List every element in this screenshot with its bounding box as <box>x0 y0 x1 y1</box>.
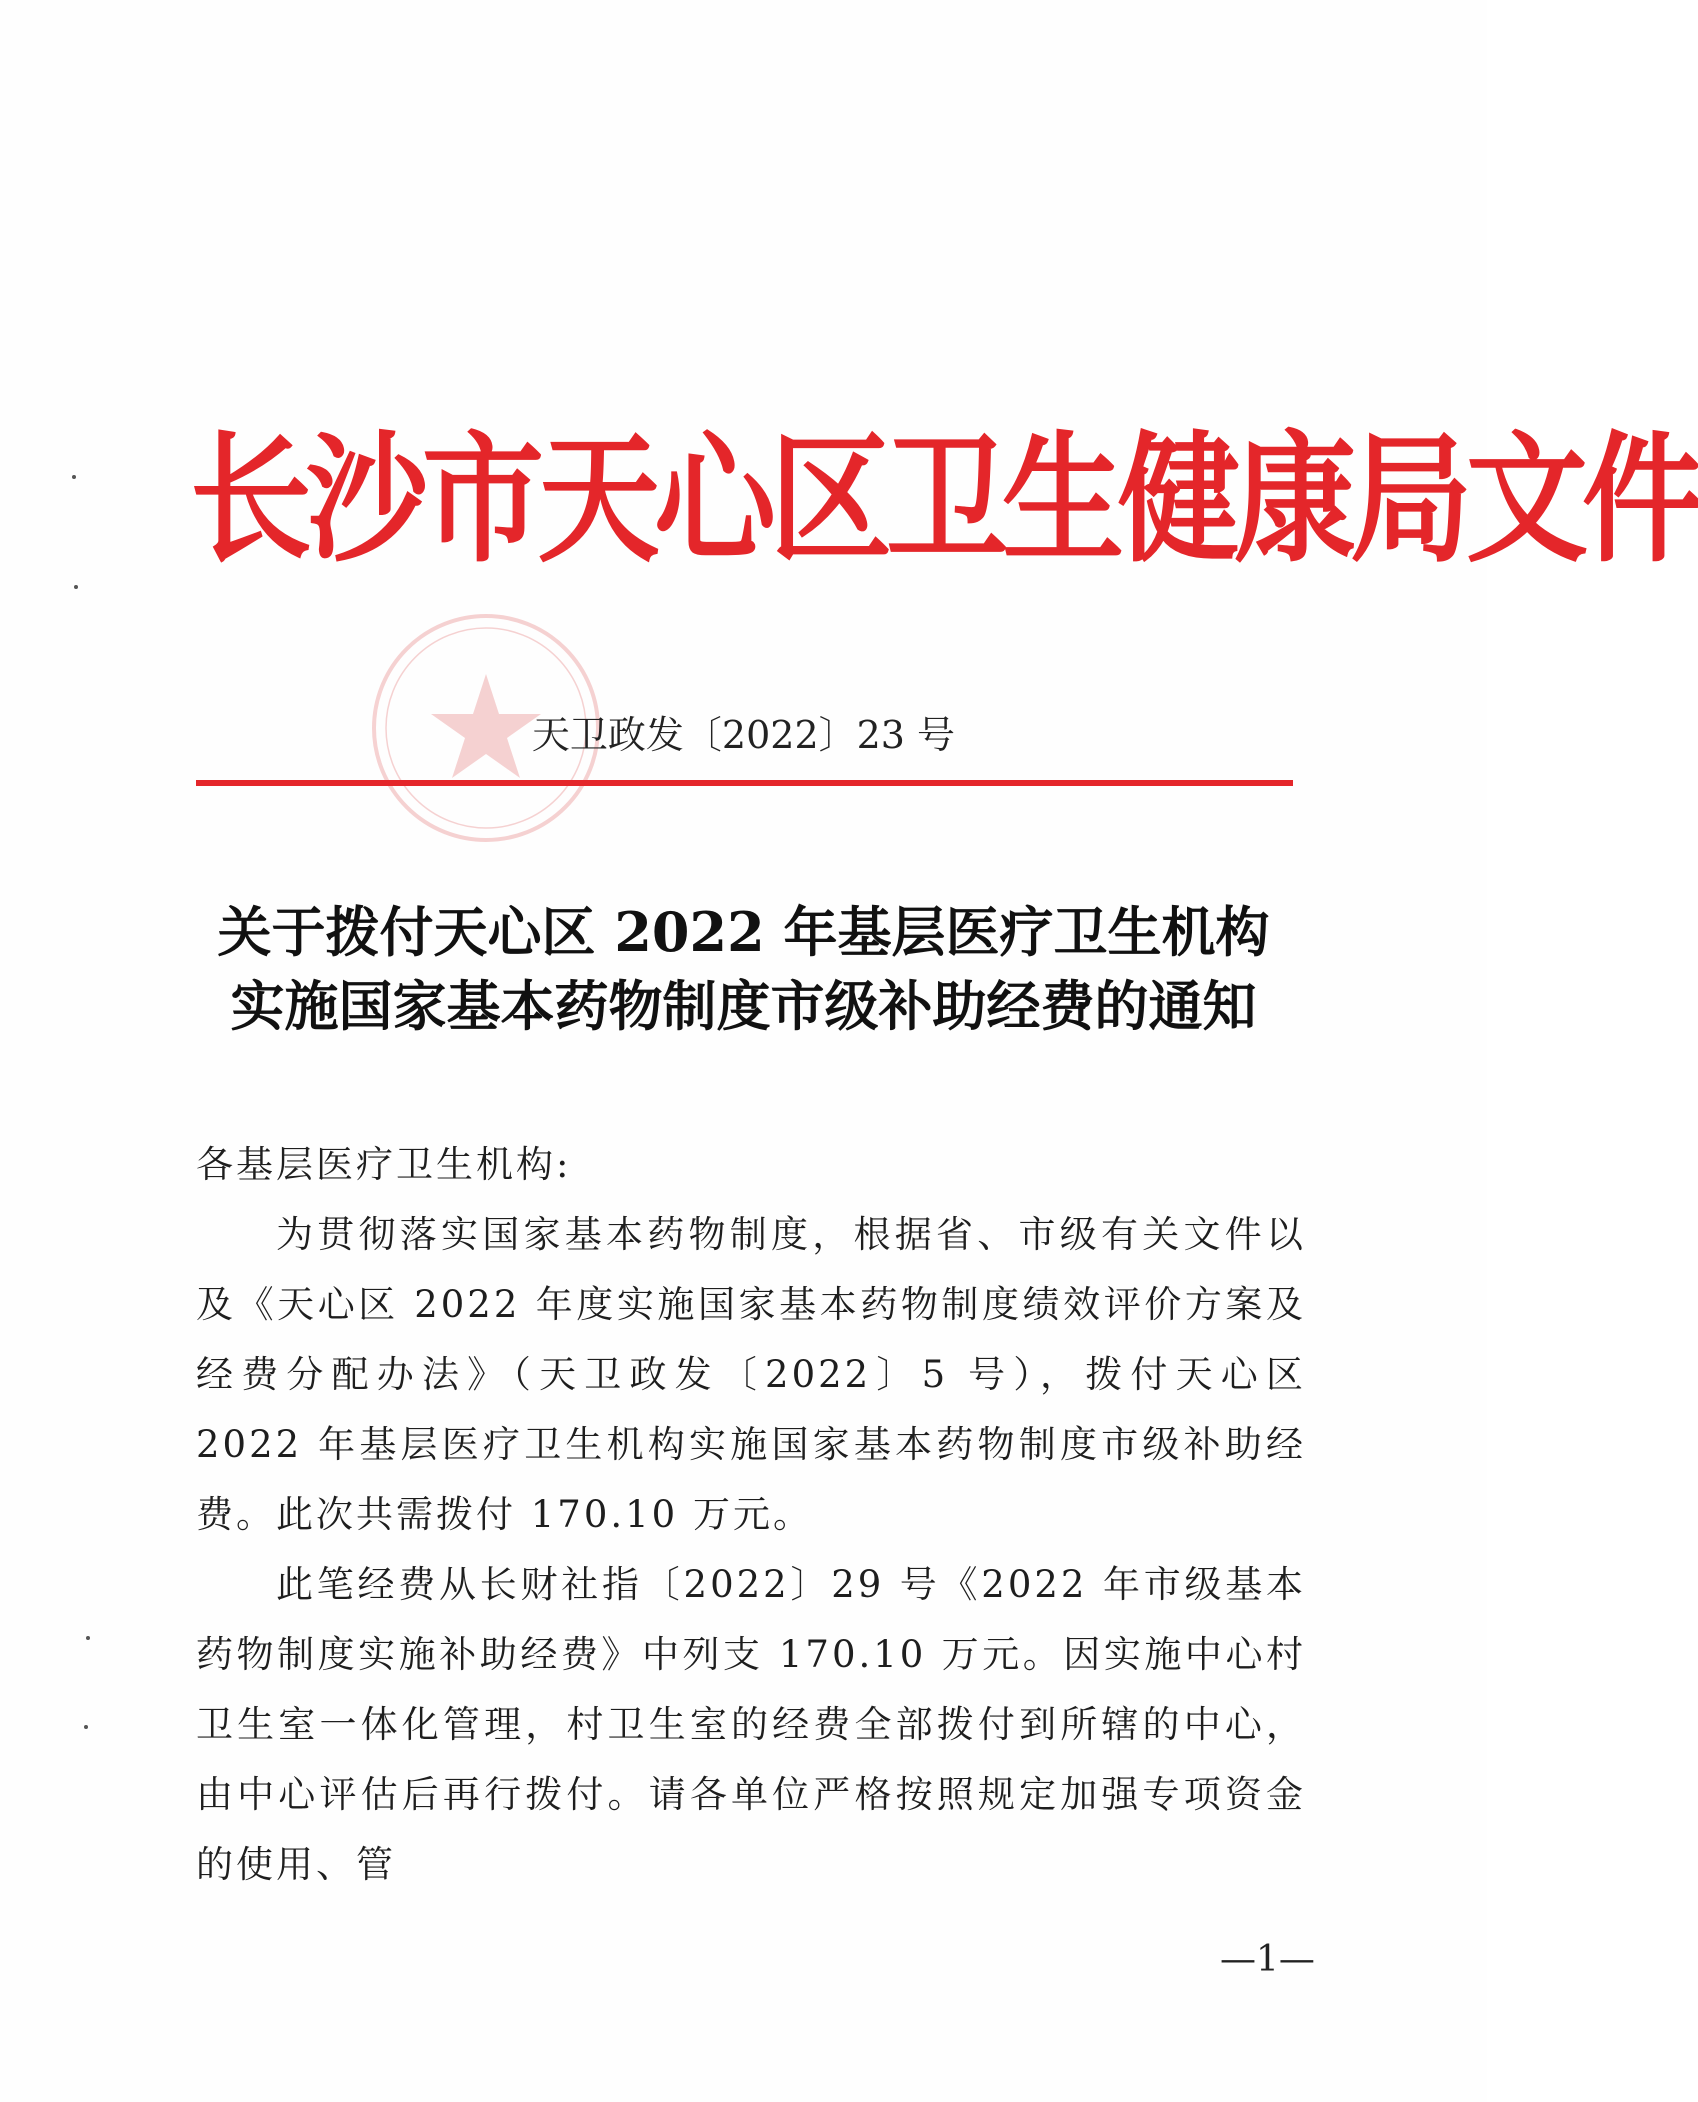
scan-speck <box>84 1725 88 1729</box>
notice-body <box>196 1130 1306 1900</box>
body-paragraph-1: 为贯彻落实国家基本药物制度，根据省、市级有关文件以及《天心区 2022 年度实施国家基本药物制度绩效评价方案及经费分配办法》（天卫政发〔2022〕5 号），拨付天心区 2022 年基层医疗卫生机构实施国家基本药物制度市级补助经费。此次共需拨付 170.10 万元。 <box>196 1213 1306 1536</box>
issuer-header: 长沙市天心区卫生健康局文件 <box>190 418 1698 582</box>
scan-speck <box>86 1636 90 1640</box>
salutation: 各基层医疗卫生机构: <box>196 1143 572 1186</box>
red-divider-line <box>196 780 1293 786</box>
scan-speck <box>74 585 78 589</box>
page-number: —1— <box>1220 1939 1315 1980</box>
scan-speck <box>72 475 76 479</box>
notice-title-line-2: 实施国家基本药物制度市级补助经费的通知 <box>230 974 1257 1038</box>
body-paragraph-2: 此笔经费从长财社指〔2022〕29 号《2022 年市级基本药物制度实施补助经费》中列支 170.10 万元。因实施中心村卫生室一体化管理，村卫生室的经费全部拨付到所辖的中心，由中心评估后再行拨付。请各单位严格按照规定加强专项资金的使用、管 <box>196 1563 1306 1886</box>
document-number: 天卫政发〔2022〕23 号 <box>531 713 956 757</box>
notice-title <box>0 895 1487 1043</box>
notice-title-line-1: 关于拨付天心区 2022 年基层医疗卫生机构 <box>217 900 1270 964</box>
